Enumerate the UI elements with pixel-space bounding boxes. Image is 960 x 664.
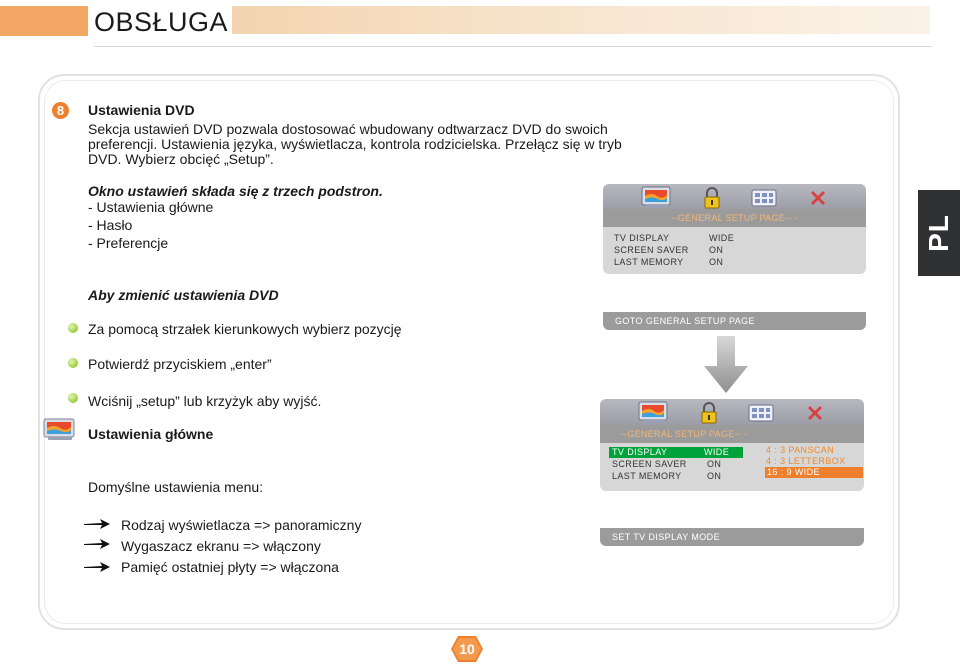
monitor-flag-icon[interactable] (638, 401, 670, 425)
page-number: 10 (459, 641, 475, 657)
language-tab (918, 190, 960, 276)
pages-heading: Okno ustawień składa się z trzech podstron. (88, 183, 383, 199)
arrow-right-icon (84, 538, 110, 550)
lock-icon[interactable] (703, 187, 721, 209)
dvd-row-label[interactable]: SCREEN SAVER (612, 459, 687, 469)
dvd-page-header: --GENERAL SETUP PAGE-- - (600, 425, 864, 443)
language-tab-label: PL (923, 214, 954, 252)
dvd-menu-screen-1 (603, 184, 866, 274)
close-icon[interactable] (809, 189, 827, 207)
monitor-flag-icon[interactable] (641, 186, 673, 210)
bullet-icon (68, 323, 78, 333)
close-icon[interactable] (806, 404, 824, 422)
header-gradient-bar (232, 6, 930, 34)
dvd-row-value: ON (707, 471, 722, 481)
dvd-menu-screen-2 (600, 399, 864, 491)
dvd-row-selected[interactable]: TV DISPLAY WIDE (609, 447, 743, 458)
bullet-icon (68, 358, 78, 368)
header-accent-block (0, 6, 88, 36)
dvd-row-value: WIDE (709, 233, 735, 243)
dvd-row-label[interactable]: LAST MEMORY (612, 471, 682, 481)
display-option-selected[interactable]: 16 : 9 WIDE (765, 467, 863, 478)
preferences-icon[interactable] (751, 189, 777, 207)
page-item-preferences: - Preferencje (88, 235, 169, 251)
dvd-row-label[interactable]: TV DISPLAY (614, 233, 670, 243)
section-number-badge: 8 (52, 102, 69, 119)
default-item-memory: Pamięć ostatniej płyty => włączona (121, 559, 339, 575)
dvd-status-bar-1: GOTO GENERAL SETUP PAGE (603, 312, 866, 330)
intro-line-3: DVD. Wybierz obcięć „Setup”. (88, 151, 274, 167)
dvd-row-label[interactable]: SCREEN SAVER (614, 245, 689, 255)
page-item-main: - Ustawienia główne (88, 199, 214, 215)
dvd-row-label[interactable]: LAST MEMORY (614, 257, 684, 267)
page-title: OBSŁUGA (94, 7, 229, 37)
step-3: Wciśnij „setup” lub krzyżyk aby wyjść. (88, 393, 322, 409)
default-item-display: Rodzaj wyświetlacza => panoramiczny (121, 517, 362, 533)
intro-line-1: Sekcja ustawień DVD pozwala dostosować wbudowany odtwarzacz DVD do swoich (88, 121, 608, 137)
dvd-row-value: ON (707, 459, 722, 469)
main-settings-title: Ustawienia główne (88, 426, 214, 442)
dvd-page-header: --GENERAL SETUP PAGE-- - (603, 209, 866, 227)
default-item-screensaver: Wygaszacz ekranu => włączony (121, 538, 321, 554)
bullet-icon (68, 393, 78, 403)
arrow-right-icon (84, 561, 110, 573)
intro-line-2: preferencji. Ustawienia języka, wyświetlacza, kontrola rodzicielska. Przełącz się w tryb (88, 136, 622, 152)
display-option[interactable]: 4 : 3 PANSCAN (766, 445, 835, 455)
dvd-status-bar-2: SET TV DISPLAY MODE (600, 528, 864, 546)
page-item-password: - Hasło (88, 217, 133, 233)
step-1: Za pomocą strzałek kierunkowych wybierz pozycję (88, 321, 402, 337)
defaults-label: Domyślne ustawienia menu: (88, 479, 264, 495)
monitor-flag-icon (42, 418, 78, 442)
dvd-row-value: ON (709, 257, 724, 267)
section-title: Ustawienia DVD (88, 102, 195, 118)
display-option[interactable]: 4 : 3 LETTERBOX (766, 456, 846, 466)
preferences-icon[interactable] (748, 404, 774, 422)
step-2: Potwierdź przyciskiem „enter” (88, 356, 272, 372)
change-heading: Aby zmienić ustawienia DVD (88, 287, 279, 303)
arrow-right-icon (84, 518, 110, 530)
lock-icon[interactable] (700, 402, 718, 424)
header-divider (94, 46, 932, 47)
arrow-down-icon (704, 336, 748, 394)
dvd-row-value: ON (709, 245, 724, 255)
